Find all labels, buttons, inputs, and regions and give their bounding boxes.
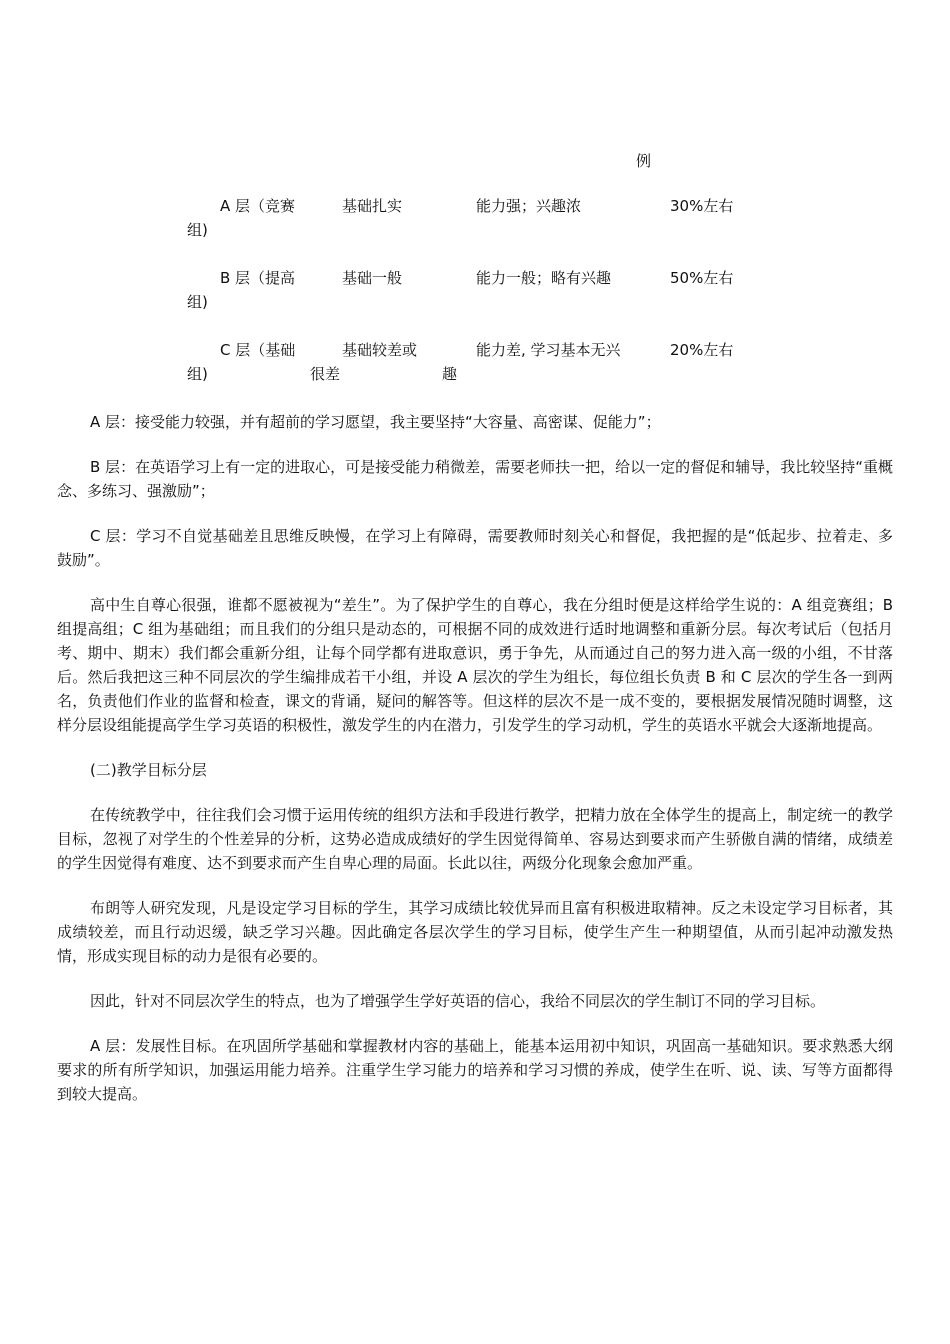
- basis-cell-cont: 很差: [310, 365, 341, 383]
- group-name: C 层（基础: [220, 341, 296, 359]
- paragraph-a-goal: A 层：发展性目标。在巩固所学基础和掌握教材内容的基础上，能基本运用初中知识，巩固高一基础知识。要求熟悉大纲要求的所有所学知识，加强运用能力培养。注重学生学习能力的培养和学习习惯的养成，使学生在听、说、读、写等方面都得到较大提高。: [57, 1037, 893, 1103]
- grouping-table: [0, 0, 950, 400]
- group-name: B 层（提高: [220, 269, 296, 287]
- table-row: [0, 196, 950, 244]
- group-name-cont: 组): [187, 293, 208, 311]
- ratio-column-header: 例: [636, 152, 652, 170]
- table-row: [0, 268, 950, 316]
- ability-cell: 能力差, 学习基本无兴: [476, 341, 621, 359]
- paragraph-therefore: 因此，针对不同层次学生的特点，也为了增强学生学好英语的信心，我给不同层次的学生制订不同的学习目标。: [90, 992, 826, 1010]
- paragraph-b-layer: B 层：在英语学习上有一定的进取心，可是接受能力稍微差，需要老师扶一把，给以一定的督促和辅导，我比较坚持“重概念、多练习、强激励”；: [57, 458, 893, 500]
- table-row: [0, 340, 950, 388]
- group-name-cont: 组): [187, 221, 208, 239]
- paragraph-c-layer: C 层：学习不自觉基础差且思维反映慢，在学习上有障碍，需要教师时刻关心和督促，我把握的是“低起步、拉着走、多鼓励”。: [57, 527, 893, 569]
- group-name: A 层（竞赛: [220, 197, 296, 215]
- section-heading: (二)教学目标分层: [90, 761, 207, 779]
- ability-cell: 能力一般；略有兴趣: [476, 269, 612, 287]
- ability-cell: 能力强；兴趣浓: [476, 197, 582, 215]
- document-body: [57, 410, 893, 1127]
- ratio-cell: 50%左右: [670, 269, 734, 287]
- basis-cell: 基础一般: [342, 269, 403, 287]
- paragraph-brown: 布朗等人研究发现，凡是设定学习目标的学生，其学习成绩比较优异而且富有积极进取精神。反之未设定学习目标者，其成绩较差，而且行动迟缓，缺乏学习兴趣。因此确定各层次学生的学习目标，使学生产生一种期望值，从而引起冲动激发热情，形成实现目标的动力是很有必要的。: [57, 899, 893, 965]
- ability-cell-cont: 趣: [442, 365, 458, 383]
- paragraph-grouping: 高中生自尊心很强，谁都不愿被视为“差生”。为了保护学生的自尊心，我在分组时便是这样给学生说的：A 组竞赛组；B 组提高组；C 组为基础组；而且我们的分组只是动态的，可根据不同的成效进行适时地调整和重新分层。每次考试后（包括月考、期中、期末）我们都会重新分组，让每个同学都有进取意识，勇于争先，从而通过自己的努力进入高一级的小组，不甘落后。然后我把这三种不同层次的学生编排成若干小组，并设 A 层次的学生为组长，每位组长负责 B 和 C 层次的学生各一到两名，负责他们作业的监督和检查，课文的背诵，疑问的解答等。但这样的层次不是一成不变的，要根据发展情况随时调整，这样分层设组能提高学生学习英语的积极性，激发学生的内在潜力，引发学生的学习动机，学生的英语水平就会大逐渐地提高。: [57, 596, 893, 734]
- basis-cell: 基础较差或: [342, 341, 418, 359]
- ratio-cell: 30%左右: [670, 197, 734, 215]
- basis-cell: 基础扎实: [342, 197, 403, 215]
- paragraph-traditional: 在传统教学中，往往我们会习惯于运用传统的组织方法和手段进行教学，把精力放在全体学生的提高上，制定统一的教学目标，忽视了对学生的个性差异的分析，这势必造成成绩好的学生因觉得简单、容易达到要求而产生骄傲自满的情绪，成绩差的学生因觉得有难度、达不到要求而产生自卑心理的局面。长此以往，两级分化现象会愈加严重。: [57, 806, 893, 872]
- paragraph-a-layer: A 层：接受能力较强，并有超前的学习愿望，我主要坚持“大容量、高密谋、促能力”；: [90, 413, 661, 431]
- group-name-cont: 组): [187, 365, 208, 383]
- ratio-cell: 20%左右: [670, 341, 734, 359]
